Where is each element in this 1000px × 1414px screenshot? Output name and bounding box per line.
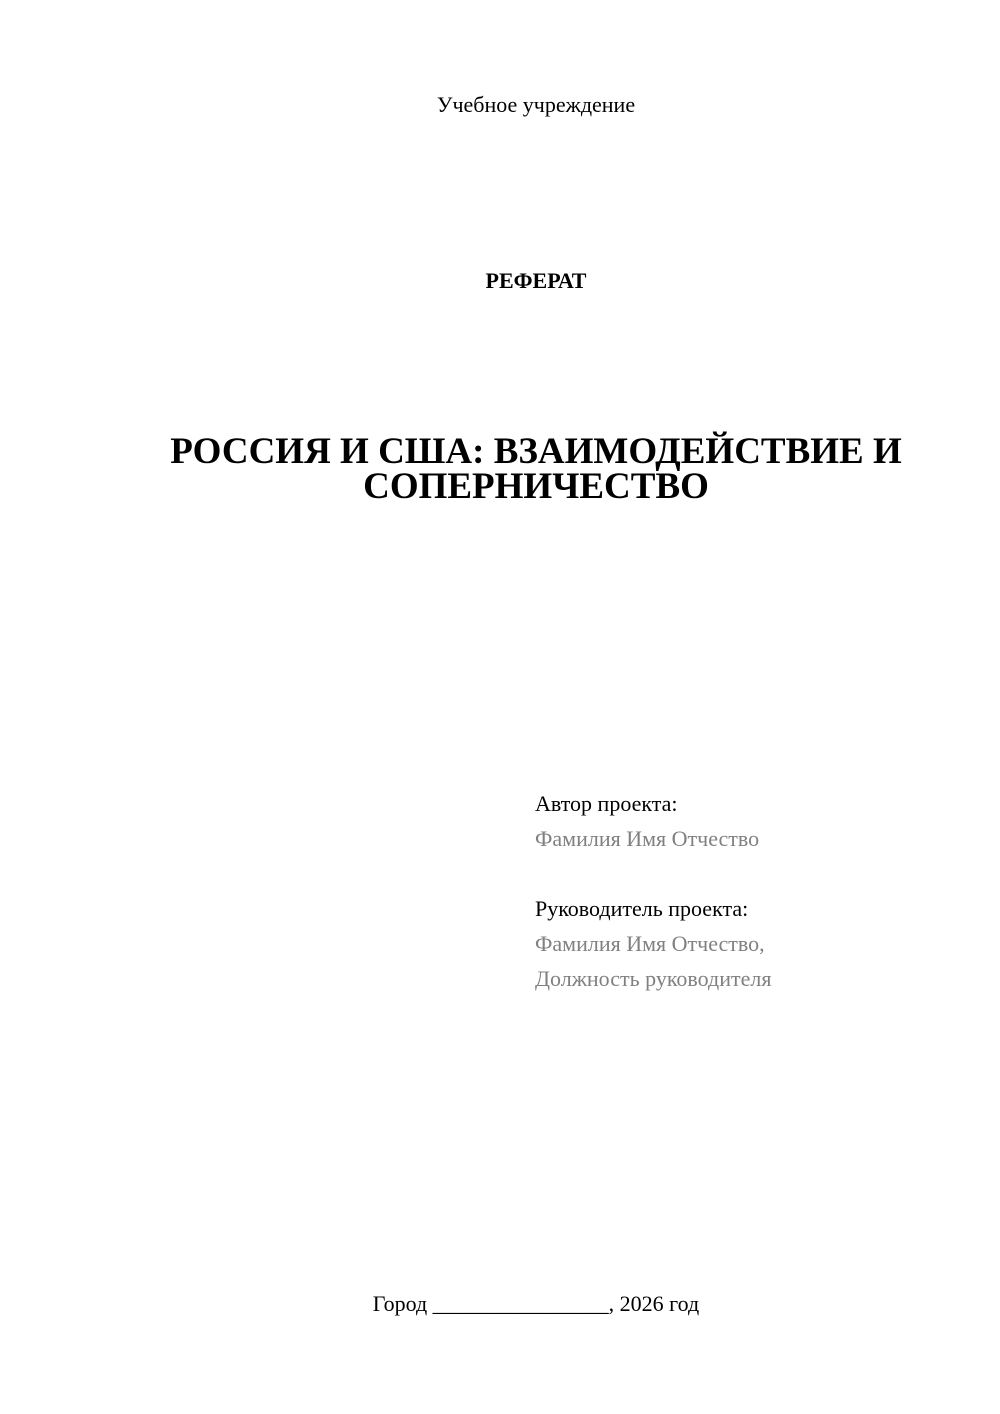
institution: Учебное учреждение: [436, 92, 636, 117]
footer-city-year: [36, 1291, 1000, 1317]
document-type: РЕФЕРАТ: [485, 268, 587, 293]
year: , 2026 год: [608, 1291, 700, 1316]
supervisor-name: Фамилия Имя Отчество,: [535, 931, 765, 956]
supervisor-label: Руководитель проекта:: [535, 896, 749, 921]
author-block: [535, 786, 759, 856]
city-blank: ________________: [432, 1291, 609, 1316]
supervisor-block: [535, 891, 771, 996]
author-name: Фамилия Имя Отчество: [535, 826, 760, 851]
title-line-2: СОПЕРНИЧЕСТВО: [363, 466, 709, 507]
document-title: [36, 431, 1000, 507]
city-label: Город: [372, 1291, 428, 1316]
author-label: Автор проекта:: [535, 791, 678, 816]
supervisor-position: Должность руководителя: [535, 966, 772, 991]
title-line-1: РОССИЯ И США: ВЗАИМОДЕЙСТВИЕ И: [170, 431, 902, 472]
